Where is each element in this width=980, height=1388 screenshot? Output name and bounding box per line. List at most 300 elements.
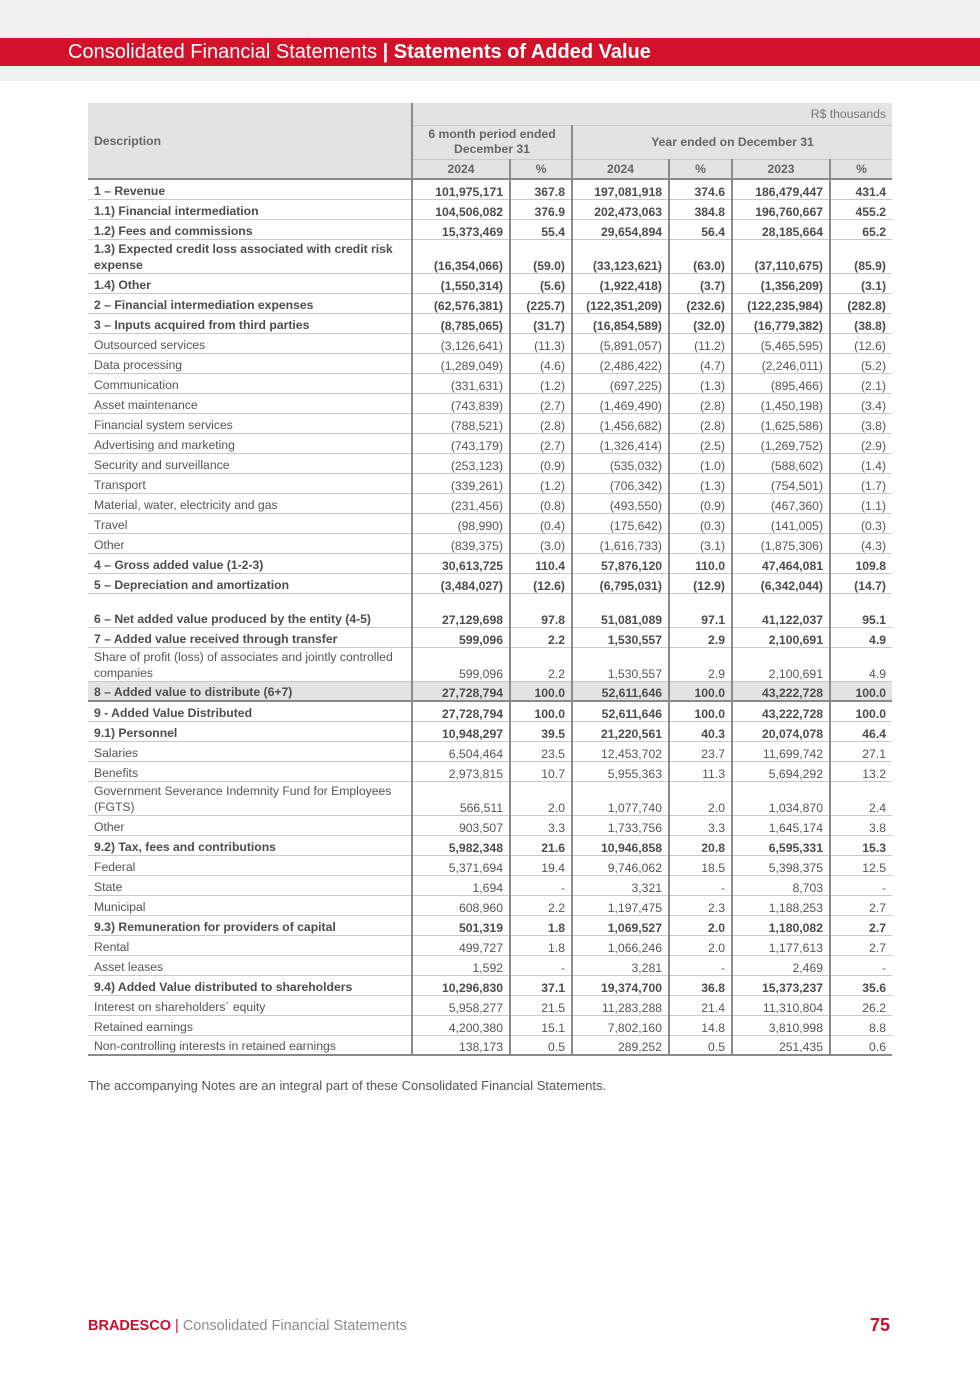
pct-2024: 2.3 bbox=[669, 895, 732, 915]
value-2023-year: 1,034,870 bbox=[732, 781, 830, 815]
row-description: Outsourced services bbox=[88, 333, 412, 353]
row-description: Retained earnings bbox=[88, 1015, 412, 1035]
pct-2023: 26.2 bbox=[830, 995, 892, 1015]
value-2024-six-month: 5,958,277 bbox=[412, 995, 510, 1015]
pct-2023: 13.2 bbox=[830, 761, 892, 781]
value-2023-year: 43,222,728 bbox=[732, 681, 830, 701]
row-description: Salaries bbox=[88, 741, 412, 761]
year-ended-header: Year ended on December 31 bbox=[572, 125, 892, 159]
value-2024-six-month: 599,096 bbox=[412, 647, 510, 681]
table-row bbox=[88, 353, 892, 373]
value-2024-year: 29,654,894 bbox=[572, 219, 669, 239]
pct-six-month: (0.9) bbox=[510, 453, 572, 473]
pct-2023: (12.6) bbox=[830, 333, 892, 353]
value-2024-six-month: 101,975,171 bbox=[412, 179, 510, 199]
row-description: 7 – Added value received through transfer bbox=[88, 627, 412, 647]
pct-2024: (3.7) bbox=[669, 273, 732, 293]
pct-six-month: 376.9 bbox=[510, 199, 572, 219]
pct-six-month: (2.7) bbox=[510, 393, 572, 413]
pct-2024: 14.8 bbox=[669, 1015, 732, 1035]
value-2024-six-month: 138,173 bbox=[412, 1035, 510, 1055]
value-2024-year: 21,220,561 bbox=[572, 721, 669, 741]
pct-2023: 109.8 bbox=[830, 553, 892, 573]
value-2023-year: 1,177,613 bbox=[732, 935, 830, 955]
pct-2023: 4.9 bbox=[830, 627, 892, 647]
col-header-pct-2024: % bbox=[669, 159, 732, 179]
pct-2024: 97.1 bbox=[669, 593, 732, 627]
table-row bbox=[88, 533, 892, 553]
row-description: 1.2) Fees and commissions bbox=[88, 219, 412, 239]
pct-2024: 0.5 bbox=[669, 1035, 732, 1055]
table-row bbox=[88, 915, 892, 935]
table-row bbox=[88, 373, 892, 393]
col-header-2024-year: 2024 bbox=[572, 159, 669, 179]
value-2023-year: (895,466) bbox=[732, 373, 830, 393]
table-row bbox=[88, 513, 892, 533]
table-row bbox=[88, 627, 892, 647]
pct-2024: (1.3) bbox=[669, 473, 732, 493]
table-row bbox=[88, 473, 892, 493]
pct-six-month: (5.6) bbox=[510, 273, 572, 293]
pct-2023: (38.8) bbox=[830, 313, 892, 333]
value-2023-year: 43,222,728 bbox=[732, 701, 830, 721]
row-description: 9.2) Tax, fees and contributions bbox=[88, 835, 412, 855]
value-2024-six-month: 27,728,794 bbox=[412, 681, 510, 701]
value-2024-six-month: 1,694 bbox=[412, 875, 510, 895]
pct-six-month: 15.1 bbox=[510, 1015, 572, 1035]
value-2024-six-month: (98,990) bbox=[412, 513, 510, 533]
value-2024-six-month: (62,576,381) bbox=[412, 293, 510, 313]
value-2023-year: (588,602) bbox=[732, 453, 830, 473]
value-2023-year: 11,699,742 bbox=[732, 741, 830, 761]
value-2024-year: (122,351,209) bbox=[572, 293, 669, 313]
footer-brand: BRADESCO bbox=[88, 1318, 171, 1334]
value-2023-year: 1,188,253 bbox=[732, 895, 830, 915]
table-row bbox=[88, 553, 892, 573]
pct-six-month: 2.0 bbox=[510, 781, 572, 815]
value-2024-year: 5,955,363 bbox=[572, 761, 669, 781]
value-2024-six-month: 10,948,297 bbox=[412, 721, 510, 741]
pct-six-month: (2.7) bbox=[510, 433, 572, 453]
value-2023-year: 28,185,664 bbox=[732, 219, 830, 239]
value-2024-year: (1,456,682) bbox=[572, 413, 669, 433]
top-band bbox=[0, 0, 980, 38]
description-header: Description bbox=[88, 103, 412, 179]
value-2024-six-month: 104,506,082 bbox=[412, 199, 510, 219]
value-2023-year: (16,779,382) bbox=[732, 313, 830, 333]
pct-six-month: (11.3) bbox=[510, 333, 572, 353]
table-row bbox=[88, 721, 892, 741]
pct-2023: (5.2) bbox=[830, 353, 892, 373]
pct-six-month: (3.0) bbox=[510, 533, 572, 553]
value-2023-year: 6,595,331 bbox=[732, 835, 830, 855]
pct-six-month: 55.4 bbox=[510, 219, 572, 239]
value-2023-year: 41,122,037 bbox=[732, 593, 830, 627]
table-row bbox=[88, 855, 892, 875]
value-2023-year: 3,810,998 bbox=[732, 1015, 830, 1035]
value-2024-six-month: (743,839) bbox=[412, 393, 510, 413]
pct-six-month: 0.5 bbox=[510, 1035, 572, 1055]
value-2024-six-month: 903,507 bbox=[412, 815, 510, 835]
table-row bbox=[88, 433, 892, 453]
value-2024-six-month: (1,289,049) bbox=[412, 353, 510, 373]
pct-2023: 0.6 bbox=[830, 1035, 892, 1055]
pct-2024: 2.0 bbox=[669, 915, 732, 935]
row-description: 3 – Inputs acquired from third parties bbox=[88, 313, 412, 333]
row-description: Data processing bbox=[88, 353, 412, 373]
pct-2023: (282.8) bbox=[830, 293, 892, 313]
row-description: 4 – Gross added value (1-2-3) bbox=[88, 553, 412, 573]
value-2024-six-month: 10,296,830 bbox=[412, 975, 510, 995]
pct-2023: (4.3) bbox=[830, 533, 892, 553]
table-row bbox=[88, 815, 892, 835]
pct-2023: 2.7 bbox=[830, 895, 892, 915]
value-2024-year: 9,746,062 bbox=[572, 855, 669, 875]
value-2024-six-month: (3,484,027) bbox=[412, 573, 510, 593]
value-2024-year: 57,876,120 bbox=[572, 553, 669, 573]
value-2024-six-month: (788,521) bbox=[412, 413, 510, 433]
value-2024-year: 7,802,160 bbox=[572, 1015, 669, 1035]
pct-2024: (1.0) bbox=[669, 453, 732, 473]
unit-label: R$ thousands bbox=[412, 103, 892, 125]
value-2023-year: 47,464,081 bbox=[732, 553, 830, 573]
pct-2024: 11.3 bbox=[669, 761, 732, 781]
value-2023-year: 2,100,691 bbox=[732, 627, 830, 647]
value-2023-year: 186,479,447 bbox=[732, 179, 830, 199]
value-2023-year: 1,645,174 bbox=[732, 815, 830, 835]
grey-band bbox=[0, 66, 980, 81]
table-row bbox=[88, 741, 892, 761]
pct-six-month: (12.6) bbox=[510, 573, 572, 593]
value-2023-year: (1,269,752) bbox=[732, 433, 830, 453]
value-2023-year: 11,310,804 bbox=[732, 995, 830, 1015]
value-2024-six-month: (839,375) bbox=[412, 533, 510, 553]
pct-six-month: 100.0 bbox=[510, 681, 572, 701]
row-description: 9.1) Personnel bbox=[88, 721, 412, 741]
pct-2023: (85.9) bbox=[830, 239, 892, 273]
value-2024-six-month: (8,785,065) bbox=[412, 313, 510, 333]
row-description: 1.1) Financial intermediation bbox=[88, 199, 412, 219]
value-2024-year: 1,530,557 bbox=[572, 647, 669, 681]
pct-2023: 455.2 bbox=[830, 199, 892, 219]
value-2024-year: (1,326,414) bbox=[572, 433, 669, 453]
value-2023-year: 5,694,292 bbox=[732, 761, 830, 781]
row-description: Government Severance Indemnity Fund for Employees (FGTS) bbox=[88, 781, 412, 815]
table-row bbox=[88, 1015, 892, 1035]
pct-2024: (2.8) bbox=[669, 413, 732, 433]
table-row bbox=[88, 179, 892, 199]
row-description: 1.4) Other bbox=[88, 273, 412, 293]
pct-2023: 431.4 bbox=[830, 179, 892, 199]
value-2024-six-month: 6,504,464 bbox=[412, 741, 510, 761]
value-2023-year: (5,465,595) bbox=[732, 333, 830, 353]
value-2024-year: (6,795,031) bbox=[572, 573, 669, 593]
pct-six-month: 100.0 bbox=[510, 701, 572, 721]
value-2023-year: (1,356,209) bbox=[732, 273, 830, 293]
value-2024-year: 197,081,918 bbox=[572, 179, 669, 199]
value-2024-six-month: (16,354,066) bbox=[412, 239, 510, 273]
pct-six-month: 1.8 bbox=[510, 915, 572, 935]
table-row bbox=[88, 593, 892, 627]
pct-six-month: 10.7 bbox=[510, 761, 572, 781]
table-row bbox=[88, 781, 892, 815]
table-row bbox=[88, 895, 892, 915]
value-2023-year: (141,005) bbox=[732, 513, 830, 533]
pct-2023: (3.4) bbox=[830, 393, 892, 413]
pct-2023: 8.8 bbox=[830, 1015, 892, 1035]
pct-six-month: 3.3 bbox=[510, 815, 572, 835]
pct-six-month: (1.2) bbox=[510, 373, 572, 393]
pct-six-month: (31.7) bbox=[510, 313, 572, 333]
value-2024-year: 19,374,700 bbox=[572, 975, 669, 995]
value-2024-year: (706,342) bbox=[572, 473, 669, 493]
pct-six-month: (0.8) bbox=[510, 493, 572, 513]
footer-text: Consolidated Financial Statements bbox=[182, 1318, 407, 1334]
row-description: Travel bbox=[88, 513, 412, 533]
row-description: Communication bbox=[88, 373, 412, 393]
value-2024-six-month: 27,129,698 bbox=[412, 593, 510, 627]
value-2023-year: (37,110,675) bbox=[732, 239, 830, 273]
pct-2024: (0.9) bbox=[669, 493, 732, 513]
row-description: 2 – Financial intermediation expenses bbox=[88, 293, 412, 313]
value-2024-six-month: 2,973,815 bbox=[412, 761, 510, 781]
row-description: State bbox=[88, 875, 412, 895]
table-row bbox=[88, 573, 892, 593]
row-description: 9.3) Remuneration for providers of capital bbox=[88, 915, 412, 935]
value-2024-six-month: 5,982,348 bbox=[412, 835, 510, 855]
value-2024-six-month: (231,456) bbox=[412, 493, 510, 513]
pct-six-month: 39.5 bbox=[510, 721, 572, 741]
pct-six-month: 2.2 bbox=[510, 895, 572, 915]
value-2024-year: 10,946,858 bbox=[572, 835, 669, 855]
table-row bbox=[88, 293, 892, 313]
value-2024-six-month: 599,096 bbox=[412, 627, 510, 647]
value-2024-year: 1,530,557 bbox=[572, 627, 669, 647]
pct-2024: (232.6) bbox=[669, 293, 732, 313]
row-description: Security and surveillance bbox=[88, 453, 412, 473]
value-2024-year: 1,066,246 bbox=[572, 935, 669, 955]
table-row bbox=[88, 239, 892, 273]
pct-2024: (63.0) bbox=[669, 239, 732, 273]
pct-2024: (3.1) bbox=[669, 533, 732, 553]
value-2023-year: (122,235,984) bbox=[732, 293, 830, 313]
value-2024-six-month: 15,373,469 bbox=[412, 219, 510, 239]
value-2023-year: (1,625,586) bbox=[732, 413, 830, 433]
value-2024-year: 1,733,756 bbox=[572, 815, 669, 835]
value-2024-six-month: 499,727 bbox=[412, 935, 510, 955]
row-description: Asset leases bbox=[88, 955, 412, 975]
value-2024-six-month: 5,371,694 bbox=[412, 855, 510, 875]
pct-six-month: (59.0) bbox=[510, 239, 572, 273]
pct-2023: 100.0 bbox=[830, 701, 892, 721]
row-description: Share of profit (loss) of associates and jointly controlled companies bbox=[88, 647, 412, 681]
pct-2023: 15.3 bbox=[830, 835, 892, 855]
value-2024-six-month: 1,592 bbox=[412, 955, 510, 975]
row-description: Interest on shareholders´ equity bbox=[88, 995, 412, 1015]
pct-2024: 2.9 bbox=[669, 647, 732, 681]
value-2024-six-month: (339,261) bbox=[412, 473, 510, 493]
value-2024-year: (697,225) bbox=[572, 373, 669, 393]
pct-2023: 12.5 bbox=[830, 855, 892, 875]
pct-2023: 46.4 bbox=[830, 721, 892, 741]
value-2024-year: 52,611,646 bbox=[572, 681, 669, 701]
row-description: Non-controlling interests in retained earnings bbox=[88, 1035, 412, 1055]
table-row bbox=[88, 955, 892, 975]
value-2023-year: (754,501) bbox=[732, 473, 830, 493]
row-description: 1.3) Expected credit loss associated with credit risk expense bbox=[88, 239, 412, 273]
table-row bbox=[88, 761, 892, 781]
pct-2023: (1.1) bbox=[830, 493, 892, 513]
pct-2024: 100.0 bbox=[669, 681, 732, 701]
pct-2023: - bbox=[830, 875, 892, 895]
col-header-2023-year: 2023 bbox=[732, 159, 830, 179]
value-2024-six-month: 30,613,725 bbox=[412, 553, 510, 573]
row-description: Benefits bbox=[88, 761, 412, 781]
pct-six-month: 367.8 bbox=[510, 179, 572, 199]
pct-six-month: 110.4 bbox=[510, 553, 572, 573]
pct-2023: 65.2 bbox=[830, 219, 892, 239]
value-2024-year: (33,123,621) bbox=[572, 239, 669, 273]
col-header-2024-six-month: 2024 bbox=[412, 159, 510, 179]
pct-six-month: (225.7) bbox=[510, 293, 572, 313]
value-2024-six-month: (331,631) bbox=[412, 373, 510, 393]
value-2023-year: 8,703 bbox=[732, 875, 830, 895]
pct-2023: - bbox=[830, 955, 892, 975]
pct-2023: 35.6 bbox=[830, 975, 892, 995]
pct-2024: 374.6 bbox=[669, 179, 732, 199]
pct-2024: (1.3) bbox=[669, 373, 732, 393]
value-2024-year: (1,616,733) bbox=[572, 533, 669, 553]
page-footer bbox=[88, 1318, 407, 1334]
pct-six-month: 21.6 bbox=[510, 835, 572, 855]
pct-six-month: - bbox=[510, 955, 572, 975]
header-title: Consolidated Financial Statements bbox=[68, 41, 378, 63]
value-2023-year: 5,398,375 bbox=[732, 855, 830, 875]
value-2024-year: (1,469,490) bbox=[572, 393, 669, 413]
value-2024-year: 3,281 bbox=[572, 955, 669, 975]
table-row bbox=[88, 975, 892, 995]
value-2024-six-month: 4,200,380 bbox=[412, 1015, 510, 1035]
table-row bbox=[88, 681, 892, 701]
pct-2024: 23.7 bbox=[669, 741, 732, 761]
table-row bbox=[88, 219, 892, 239]
value-2024-year: 1,069,527 bbox=[572, 915, 669, 935]
value-2024-year: (175,642) bbox=[572, 513, 669, 533]
pct-2024: (32.0) bbox=[669, 313, 732, 333]
six-month-period-header: 6 month period ended December 31 bbox=[412, 125, 572, 159]
row-description: 9 - Added Value Distributed bbox=[88, 701, 412, 721]
pct-2023: 100.0 bbox=[830, 681, 892, 701]
table-row bbox=[88, 935, 892, 955]
value-2023-year: (467,360) bbox=[732, 493, 830, 513]
row-description: Asset maintenance bbox=[88, 393, 412, 413]
value-2024-year: (493,550) bbox=[572, 493, 669, 513]
col-header-pct-2023: % bbox=[830, 159, 892, 179]
pct-2023: 27.1 bbox=[830, 741, 892, 761]
value-2023-year: 2,100,691 bbox=[732, 647, 830, 681]
row-description: Rental bbox=[88, 935, 412, 955]
table-row bbox=[88, 273, 892, 293]
value-2024-six-month: 566,511 bbox=[412, 781, 510, 815]
row-description: Advertising and marketing bbox=[88, 433, 412, 453]
page-number: 75 bbox=[869, 1315, 890, 1335]
pct-2023: (14.7) bbox=[830, 573, 892, 593]
row-description: 1 – Revenue bbox=[88, 179, 412, 199]
value-2024-year: 1,197,475 bbox=[572, 895, 669, 915]
table-row bbox=[88, 453, 892, 473]
row-description: Transport bbox=[88, 473, 412, 493]
pct-2024: 3.3 bbox=[669, 815, 732, 835]
pct-six-month: 2.2 bbox=[510, 647, 572, 681]
pct-2024: - bbox=[669, 875, 732, 895]
pct-2023: (3.8) bbox=[830, 413, 892, 433]
value-2023-year: 2,469 bbox=[732, 955, 830, 975]
table-row bbox=[88, 995, 892, 1015]
value-2023-year: (1,450,198) bbox=[732, 393, 830, 413]
pct-six-month: 1.8 bbox=[510, 935, 572, 955]
table-row bbox=[88, 493, 892, 513]
pct-2024: 100.0 bbox=[669, 701, 732, 721]
value-2024-six-month: 501,319 bbox=[412, 915, 510, 935]
pct-2023: 2.7 bbox=[830, 935, 892, 955]
row-description: Federal bbox=[88, 855, 412, 875]
pct-2024: 21.4 bbox=[669, 995, 732, 1015]
value-2024-year: 52,611,646 bbox=[572, 701, 669, 721]
value-2024-year: (16,854,589) bbox=[572, 313, 669, 333]
pct-2023: (0.3) bbox=[830, 513, 892, 533]
pct-six-month: (2.8) bbox=[510, 413, 572, 433]
pct-2023: (3.1) bbox=[830, 273, 892, 293]
table-row bbox=[88, 701, 892, 721]
value-2024-year: 202,473,063 bbox=[572, 199, 669, 219]
pct-2023: (2.9) bbox=[830, 433, 892, 453]
value-2023-year: 1,180,082 bbox=[732, 915, 830, 935]
pct-six-month: (1.2) bbox=[510, 473, 572, 493]
pct-2024: 18.5 bbox=[669, 855, 732, 875]
row-description: 5 – Depreciation and amortization bbox=[88, 573, 412, 593]
row-description: Material, water, electricity and gas bbox=[88, 493, 412, 513]
header-bar bbox=[0, 38, 980, 66]
row-description: 8 – Added value to distribute (6+7) bbox=[88, 681, 412, 701]
pct-2023: (1.7) bbox=[830, 473, 892, 493]
row-description: Municipal bbox=[88, 895, 412, 915]
pct-six-month: (0.4) bbox=[510, 513, 572, 533]
pct-six-month: 37.1 bbox=[510, 975, 572, 995]
value-2024-six-month: 608,960 bbox=[412, 895, 510, 915]
row-description: Financial system services bbox=[88, 413, 412, 433]
col-header-pct-six-month: % bbox=[510, 159, 572, 179]
pct-six-month: - bbox=[510, 875, 572, 895]
footnote: The accompanying Notes are an integral part of these Consolidated Financial Statements. bbox=[88, 1078, 607, 1093]
value-2024-year: (1,922,418) bbox=[572, 273, 669, 293]
pct-2024: (2.8) bbox=[669, 393, 732, 413]
pct-2024: 36.8 bbox=[669, 975, 732, 995]
table-row bbox=[88, 413, 892, 433]
value-2024-six-month: 27,728,794 bbox=[412, 701, 510, 721]
header-separator: | bbox=[382, 41, 389, 63]
value-2023-year: (1,875,306) bbox=[732, 533, 830, 553]
value-2024-year: (5,891,057) bbox=[572, 333, 669, 353]
table-row bbox=[88, 1035, 892, 1055]
pct-2023: (2.1) bbox=[830, 373, 892, 393]
pct-2024: (0.3) bbox=[669, 513, 732, 533]
row-description: 9.4) Added Value distributed to shareholders bbox=[88, 975, 412, 995]
pct-2024: 20.8 bbox=[669, 835, 732, 855]
value-2024-year: 1,077,740 bbox=[572, 781, 669, 815]
pct-2023: 95.1 bbox=[830, 593, 892, 627]
pct-2024: 384.8 bbox=[669, 199, 732, 219]
pct-six-month: 21.5 bbox=[510, 995, 572, 1015]
